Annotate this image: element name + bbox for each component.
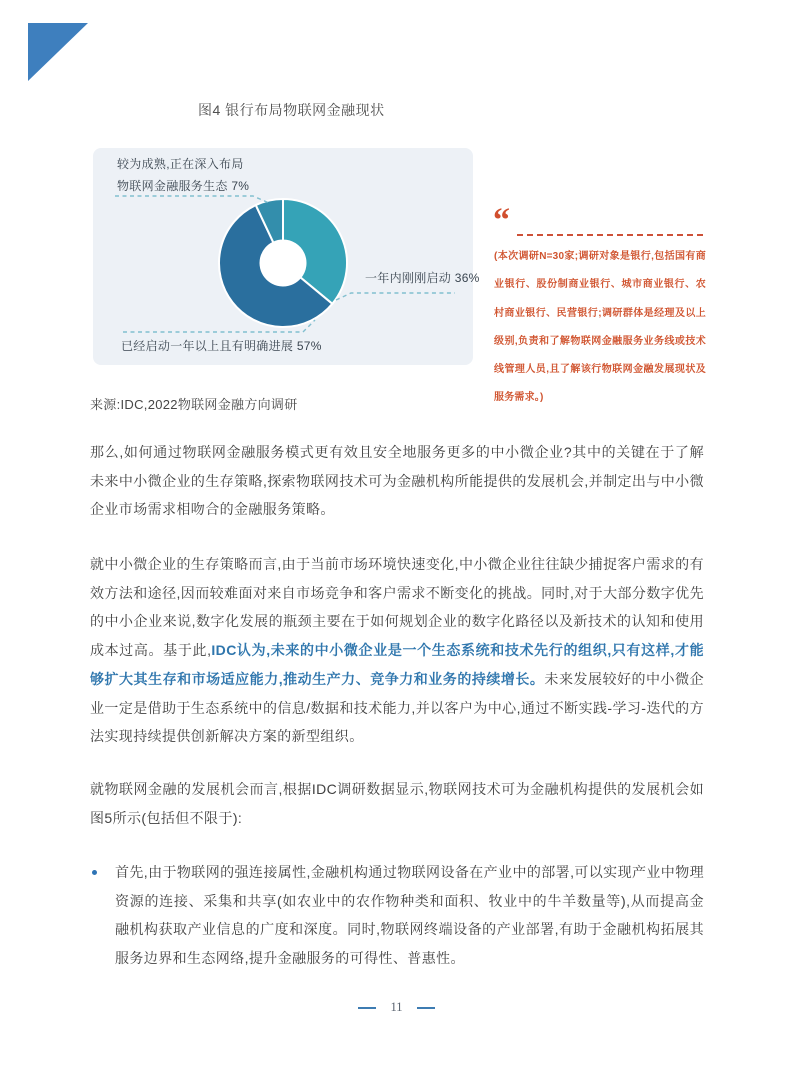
chart-label-7pct-line1: 较为成熟,正在深入布局 [117, 157, 244, 171]
footer-dash-right [417, 1007, 435, 1009]
paragraph-1: 那么,如何通过物联网金融服务模式更有效且安全地服务更多的中小微企业?其中的关键在于了解未来中小微企业的生存策略,探索物联网技术可为金融机构所能提供的发展机会,并制定出与中小微企业市场需求相吻合的金融服务策略。 [90, 444, 704, 518]
survey-note-text: (本次调研N=30家;调研对象是银行,包括国有商业银行、股份制商业银行、城市商业银行、农村商业银行、民营银行;调研群体是经理及以上级别,负责和了解物联网金融服务业务线或技术线管理人员,且了解该行物联网金融发展现状及服务需求。) [494, 251, 706, 404]
leader-line-7pct [115, 196, 269, 203]
page-footer [0, 1000, 793, 1015]
bullet-icon [92, 870, 97, 875]
leader-line-36pct [336, 293, 455, 300]
paragraph-2-normal-1: 就中小微企业的生存策略而言,由于当前市场环境快速变化,中小微企业往往缺少捕捉客户需求的有效方法和途径,因而较难面对来自市场竞争和客户需求不断变化的挑战。同时,对于大部分数字优先的中小企业来说,数字化发展的瓶颈主要在于如何规划企业的数字化路径以及新技术的认知和使用成本过高。基于此, [90, 556, 704, 659]
corner-decoration-triangle [28, 23, 88, 81]
footer-dash-left [358, 1007, 376, 1009]
paragraph-2-idc-emphasis: IDC认为,未来的中小微企业是一个生态系统和技术先行的组织,只有这样,才能够扩大其生存和市场适应能力,推动生产力、竞争力和业务的持续增长。 [90, 642, 704, 687]
paragraph-2-normal-2: 未来发展较好的中小微企业一定是借助于生态系统中的信息/数据和技术能力,并以客户为中心,通过不断实践-学习-迭代的方法实现持续提供创新解决方案的新型组织。 [90, 670, 704, 745]
quote-mark-icon: “ [493, 202, 510, 239]
chart-label-57pct: 已经启动一年以上且有明确进展 57% [121, 339, 322, 353]
bullet-item-text: 首先,由于物联网的强连接属性,金融机构通过物联网设备在产业中的部署,可以实现产业中物理资源的连接、采集和共享(如农业中的农作物种类和面积、牧业中的牛羊数量等),从而提高金融机构获取产业信息的广度和深度。同时,物联网终端设备的产业部署,有助于金融机构拓展其服务边界和生态网络,提升金融服务的可得性、普惠性。 [115, 864, 704, 967]
quote-dashed-line [517, 234, 703, 236]
chart-label-7pct-line2: 物联网金融服务生态 7% [117, 179, 250, 193]
page-number: 11 [390, 1000, 403, 1014]
chart-label-36pct: 一年内刚刚启动 36% [365, 271, 480, 285]
figure-title: 图4 银行布局物联网金融现状 [198, 102, 385, 118]
chart-panel [93, 148, 480, 365]
bullet-item [90, 858, 704, 973]
paragraph-2 [90, 550, 704, 751]
figure-source: 来源:IDC,2022物联网金融方向调研 [90, 397, 298, 412]
paragraph-3: 就物联网金融的发展机会而言,根据IDC调研数据显示,物联网技术可为金融机构提供的发展机会如图5所示(包括但不限于): [90, 781, 704, 826]
